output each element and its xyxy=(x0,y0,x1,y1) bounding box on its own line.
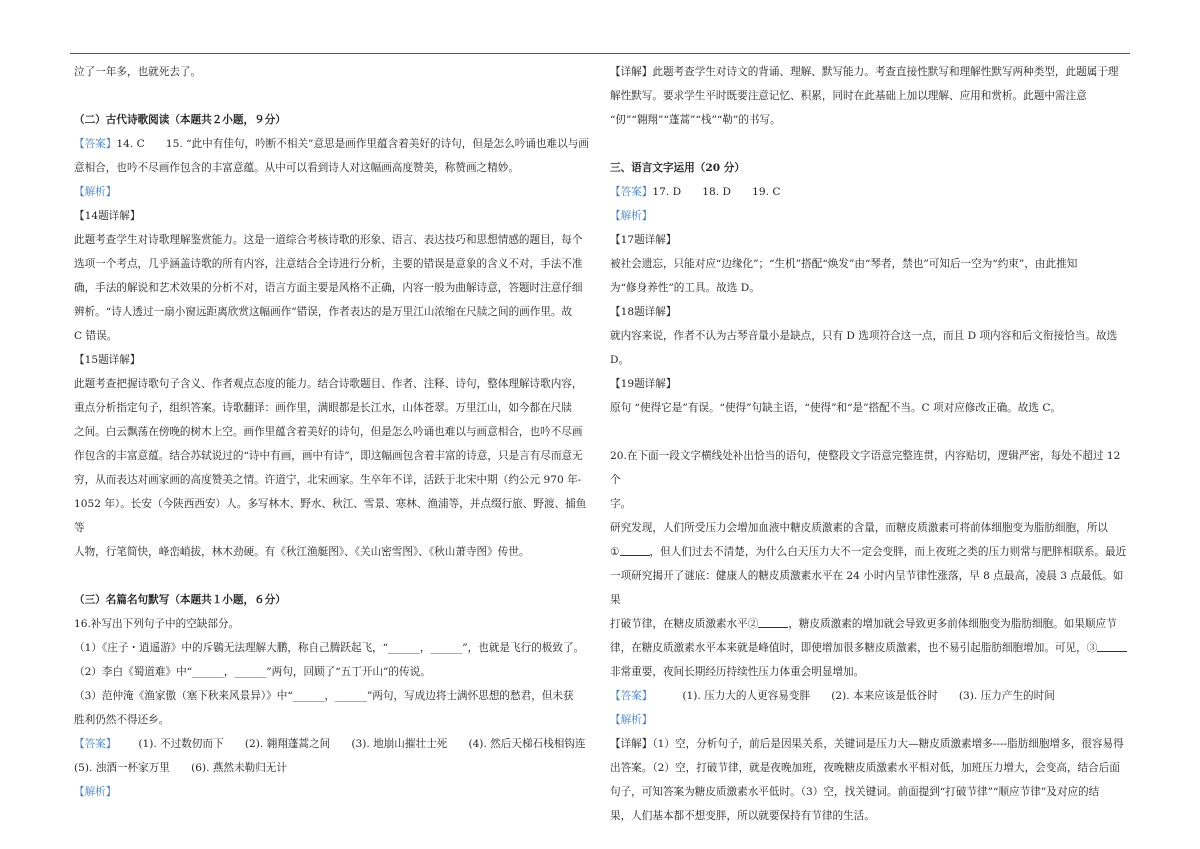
q18-line: D。 xyxy=(610,354,630,366)
q18-line: 就内容来说，作者不认为古琴音量小是缺点，只有 D 选项符合这一点，而且 D 项内容和后文衔接恰当。故选 xyxy=(610,330,1118,342)
q16-line: 16.补写出下列句子中的空缺部分。 xyxy=(74,618,240,630)
q20-text xyxy=(610,540,1130,564)
answer-14-15 xyxy=(74,132,594,156)
section-title-poetry: （二）古代诗歌阅读（本题共２小题，９分） xyxy=(74,114,286,126)
q16-line: （2）李白《蜀道难》中“______，______”两句，回顾了“五丁开山”的传说。 xyxy=(74,666,431,678)
q20-line: 字。 xyxy=(610,498,632,510)
q17-heading: 【17题详解】 xyxy=(610,234,677,246)
answer-text: 14. C 15. “此中有佳句，吟断不相关”意思是画作里蕴含着美好的诗句，但是怎么吟诵也难以与画 xyxy=(116,138,589,150)
detail-tag: 【详解】 xyxy=(610,738,653,750)
blank-2: ② xyxy=(747,618,759,630)
q18-heading: 【18题详解】 xyxy=(610,306,677,318)
answer-text: (1). 压力大的人更容易变胖 (2). 本来应该是低谷时 (3). 压力产生的时间 xyxy=(682,690,1055,702)
section-title-recitation: （三）名篇名句默写（本题共１小题，６分） xyxy=(74,594,286,606)
header-rule xyxy=(70,53,1130,54)
right-column xyxy=(610,60,1130,828)
blank-3: ③ xyxy=(1086,642,1098,654)
q15-line: 穷，从而表达对画家画的高度赞美之情。许道宁，北宋画家。生卒年不详，活跃于北宋中期（约公元 970 年- xyxy=(74,474,582,486)
blank-line xyxy=(620,543,650,556)
q20-text: 非常重要，夜间长期经历持续性压力体重会明显增加。 xyxy=(610,666,865,678)
q20-text-part: ，糖皮质激素的增加就会导致更多前体细胞变为脂肪细胞。如果顺应节 xyxy=(788,618,1117,630)
blank-line xyxy=(758,615,788,628)
left-column xyxy=(74,60,594,804)
section-title-language: 三、语言文字运用（20 分） xyxy=(610,162,745,174)
blank-1: ① xyxy=(610,546,620,558)
q15-line: 之间。白云飘荡在傍晚的树木上空。画作里蕴含着美好的诗句，但是怎么吟诵也难以与画意相合，也吟不尽画 xyxy=(74,426,583,438)
answer-17-19 xyxy=(610,180,1130,204)
q14-line: C 错误。 xyxy=(74,330,118,342)
q15-line: 1052 年）。长安（今陕西西安）人。多写林木、野水、秋江、雪景、寒林、渔浦等，并点缀行旅、野渡、捕鱼等 xyxy=(74,498,587,534)
detail-text: 句子，可知答案为糖皮质激素水平低时。（3）空，找关键词。前面提到“打破节律”“顺应节律”及对应的结 xyxy=(610,786,1100,798)
q20-text: 一项研究揭开了谜底：健康人的糖皮质激素水平在 24 小时内呈节律性涨落，早 8 点最高，凌晨 3 点最低。如果 xyxy=(610,570,1124,606)
detail-text: 此题考查学生对诗文的背诵、理解、默写能力。考查直接性默写和理解性默写两种类型，此题属于理 xyxy=(652,66,1119,78)
q14-line: 此题考查学生对诗歌理解鉴赏能力。这是一道综合考核诗歌的形象、语言、表达技巧和思想情感的题目，每个 xyxy=(74,234,583,246)
detail-text: 出答案。（2）空，打破节律，就是夜晚加班，夜晚糖皮质激素水平相对低，加班压力增大，会变高，结合后面 xyxy=(610,762,1120,774)
detail-text: 果，人们基本都不想变胖，所以就要保持有节律的生活。 xyxy=(610,810,875,822)
q14-heading: 【14题详解】 xyxy=(74,210,141,222)
answer-text: 17. D 18. D 19. C xyxy=(652,186,781,198)
text-line: 泣了一年多，也就死去了。 xyxy=(74,66,202,78)
q16-line: （1）《庄子・逍遥游》中的斥鷃无法理解大鹏，称自己腾跃起飞，“______，______”，也就是飞行的极致了。 xyxy=(74,642,585,654)
detail-text: （1）空，分析句子，前后是因果关系，关键词是压力大—糖皮质激素增多----脂肪细胞增多，很容易得 xyxy=(652,738,1124,750)
analysis-tag: 【解析】 xyxy=(74,786,117,798)
blank-line xyxy=(1097,639,1127,652)
detail-text: 解性默写。要求学生平时既要注意记忆、积累，同时在此基础上加以理解、应用和赏析。此题中需注意 xyxy=(610,90,1087,102)
q14-line: 辨析。“诗人透过一扇小窗远距离欣赏这幅画作”错误，作者表达的是万里江山浓缩在尺牍之间的画作里。故 xyxy=(74,306,573,318)
analysis-tag: 【解析】 xyxy=(610,210,653,222)
answer-20 xyxy=(610,684,1130,708)
analysis-tag: 【解析】 xyxy=(610,714,653,726)
q20-text-part: ，但人们过去不清楚，为什么白天压力大不一定会变胖，而上夜班之类的压力则常与肥胖相联系。最近 xyxy=(649,546,1127,558)
answer-16 xyxy=(74,732,594,756)
q19-line: 原句 “使得它是”有误。“使得”句缺主语，“使得”和“是”搭配不当。C 项对应修改正确。故选 C。 xyxy=(610,402,1062,414)
q15-line: 作包含的丰富意蕴。结合苏轼说过的“诗中有画，画中有诗”，即这幅画包含着丰富的诗意，只是言有尽而意无 xyxy=(74,450,583,462)
answer-tag: 【答案】 xyxy=(74,738,117,750)
q14-line: 选项一个考点，几乎涵盖诗歌的所有内容，注意结合全诗进行分析，主要的错误是意象的含义不对，手法不准 xyxy=(74,258,583,270)
q16-line: （3）范仲淹《渔家傲（塞下秋来风景异）》中“______，______”两句，写成边将士满怀思想的愁君，但未获 xyxy=(74,690,574,702)
q20-text-part: 打破节律，在糖皮质激素水平 xyxy=(610,618,748,630)
detail-text: “仞”“翱翔”“蓬蒿”“栈”“勒”的书写。 xyxy=(610,114,781,126)
answer-tag: 【答案】 xyxy=(610,690,653,702)
q20-line: 20.在下面一段文字横线处补出恰当的语句，使整段文字语意完整连贯，内容贴切，逻辑严密，每处不超过 12 个 xyxy=(610,450,1121,486)
q20-text xyxy=(610,636,1130,660)
answer-text: 意相合，也吟不尽画作包含的丰富意蕴。从中可以看到诗人对这幅画高度赞美，称赞画之精妙。 xyxy=(74,162,519,174)
q15-line: 人物，行笔简快，峰峦峭拔，林木劲硬。有《秋江渔艇图》、《关山密雪图》、《秋山萧寺图》传世。 xyxy=(74,546,530,558)
q15-heading: 【15题详解】 xyxy=(74,354,141,366)
answer-text: (1). 不过数仞而下 (2). 翱翔蓬蒿之间 (3). 地崩山摧壮士死 (4). 然后天梯石栈相钩连 xyxy=(138,738,586,750)
analysis-tag: 【解析】 xyxy=(74,186,117,198)
detail-20 xyxy=(610,732,1130,756)
q15-line: 重点分析指定句子，组织答案。诗歌翻译：画作里，满眼都是长江水，山体苍翠。万里江山，如今都在尺牍 xyxy=(74,402,572,414)
q15-line: 此题考查把握诗歌句子含义、作者观点态度的能力。结合诗歌题目、作者、注释、诗句，整体理解诗歌内容， xyxy=(74,378,583,390)
q17-line: 为“修身养性”的工具。故选 D。 xyxy=(610,282,760,294)
answer-tag: 【答案】 xyxy=(610,186,653,198)
detail-16 xyxy=(610,60,1130,84)
answer-text: (5). 浊酒一杯家万里 (6). 燕然未勒归无计 xyxy=(74,762,287,774)
q20-text xyxy=(610,612,1130,636)
q17-line: 被社会遗忘，只能对应“边缘化”；“生机”搭配“焕发”由“琴者，禁也”可知后一空为“约束”，由此推知 xyxy=(610,258,1078,270)
detail-tag: 【详解】 xyxy=(610,66,653,78)
q19-heading: 【19题详解】 xyxy=(610,378,677,390)
q16-line: 胜利仍然不得还乡。 xyxy=(74,714,170,726)
q20-text-part: 律，在糖皮质激素水平本来就是峰值时，即使增加很多糖皮质激素，也不易引起脂肪细胞增加。可见， xyxy=(610,642,1087,654)
answer-tag: 【答案】 xyxy=(74,138,117,150)
q14-line: 确，手法的解说和艺术效果的分析不对，语言方面主要是风格不正确，内容一般为曲解诗意，答题时注意仔细 xyxy=(74,282,583,294)
q20-text: 研究发现，人们所受压力会增加血液中糖皮质激素的含量，而糖皮质激素可将前体细胞变为脂肪细胞，所以 xyxy=(610,522,1108,534)
